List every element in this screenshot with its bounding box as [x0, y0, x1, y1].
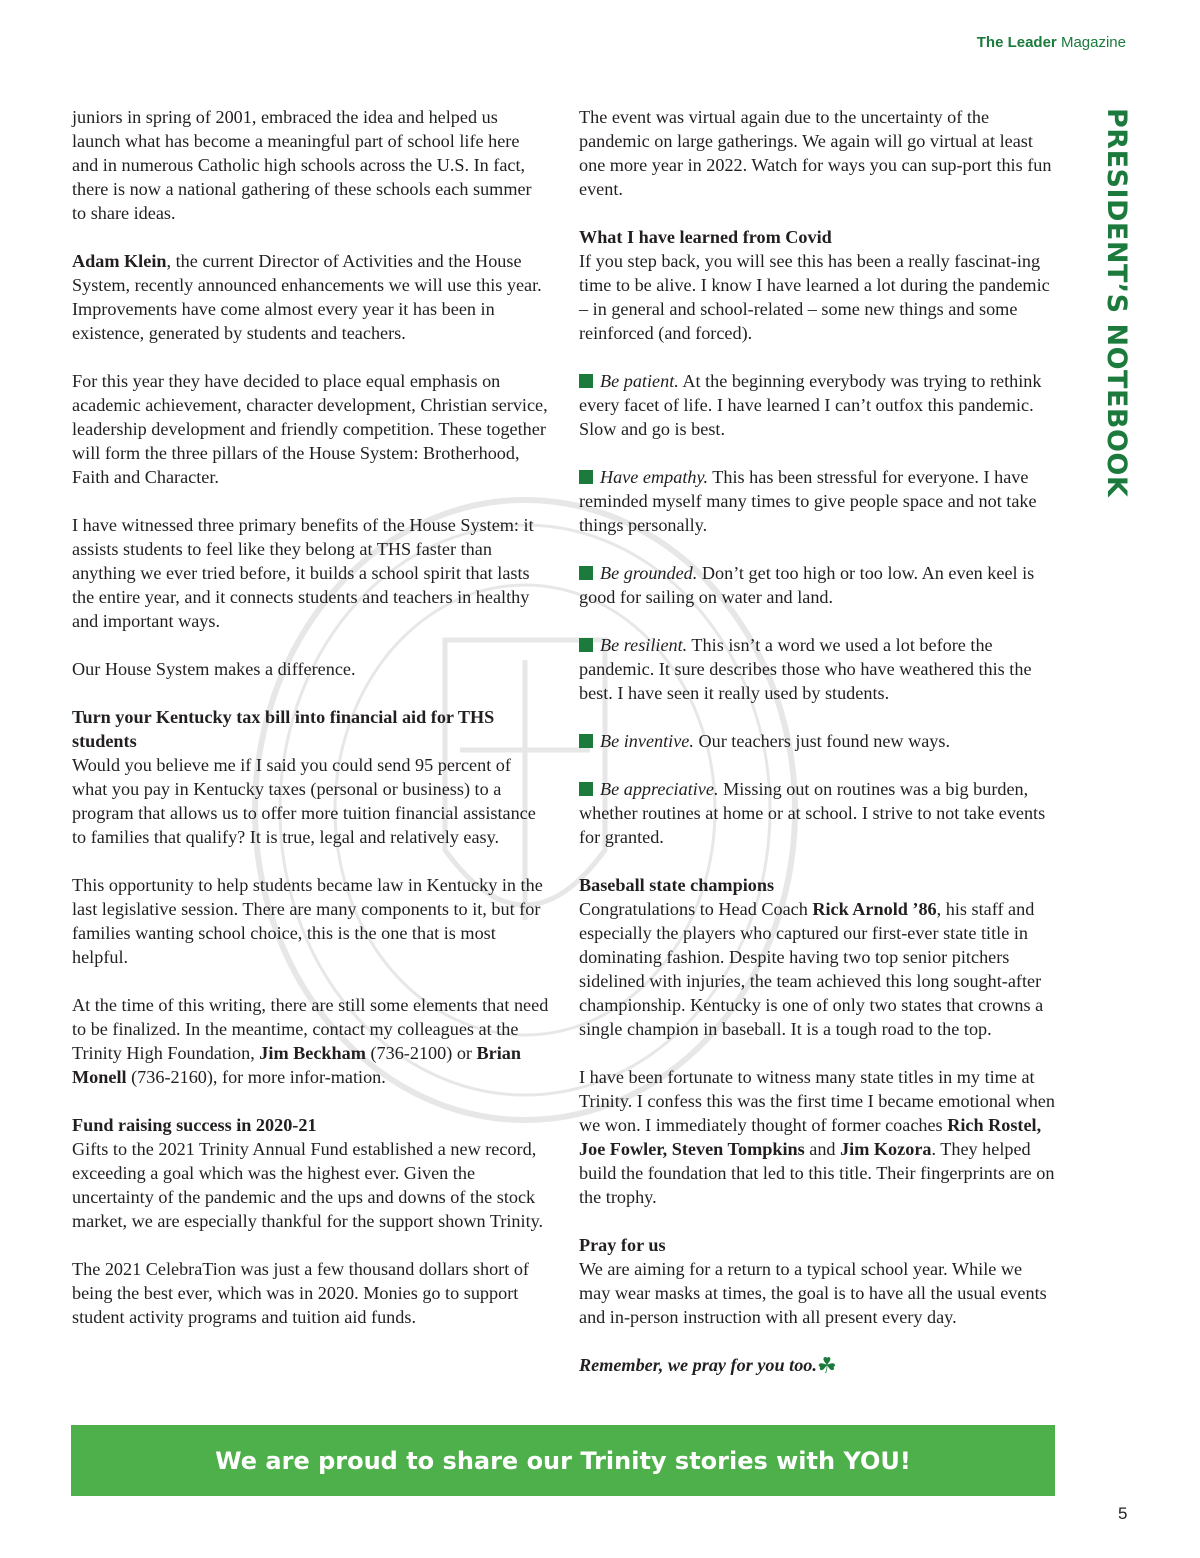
closing-line [579, 1353, 1057, 1378]
paragraph: I have witnessed three primary benefits of the House System: it assists students to feel like they belong at THS faster than anything we ever tried before, it builds a school spirit that lasts the entire year, and it connects students and teachers in healthy and important ways. [72, 515, 534, 631]
paragraph-text: (736-2100) or [365, 1043, 477, 1063]
person-name: Rich Rostel, Joe Fowler, Steven Tompkins [579, 1115, 1042, 1159]
section-title-vertical: PRESIDENT’S NOTEBOOK [1101, 108, 1132, 498]
square-bullet-icon [579, 782, 593, 796]
magazine-header [977, 34, 1126, 51]
bullet-item [579, 633, 1057, 705]
paragraph-text: At the time of this writing, there are still some elements that need to be finalized. In the meantime, contact my colleagues at the Trinity High Foundation, [72, 995, 549, 1063]
bullet-item [579, 561, 1057, 609]
closing-text: Remember, we pray for you too. [579, 1355, 817, 1375]
square-bullet-icon [579, 734, 593, 748]
bullet-term: Be grounded. [600, 563, 698, 583]
paragraph-text: , the current Director of Activities and the House System, recently announced enhancements we will use this year. Improvements have come almost every year it has been in existence, generated by students and teachers. [72, 251, 542, 343]
section-heading: What I have learned from Covid [579, 227, 832, 247]
bullet-item [579, 465, 1057, 537]
paragraph: Would you believe me if I said you could send 95 percent of what you pay in Kentucky taxes (personal or business) to a program that allows us to offer more tuition financial assistance to families that qualify? It is true, legal and relatively easy. [72, 755, 536, 847]
paragraph: If you step back, you will see this has been a really fascinat-ing time to be alive. I know I have learned a lot during the pandemic – in general and school-related – some new things and some reinforced (and forced). [579, 251, 1050, 343]
paragraph [72, 993, 550, 1089]
paragraph: This opportunity to help students became law in Kentucky in the last legislative session. There are many components to it, but for families wanting school choice, this is the one that is most helpful. [72, 875, 543, 967]
header-magazine: Magazine [1060, 34, 1126, 51]
header-brand: The Leader [976, 34, 1057, 51]
bullet-text: This has been stressful for everyone. I have reminded myself many times to give people space and not take things personally. [579, 467, 1037, 535]
bullet-term: Be inventive. [600, 731, 694, 751]
paragraph [579, 1065, 1057, 1209]
stories-banner: We are proud to share our Trinity stories with YOU! [71, 1425, 1055, 1496]
square-bullet-icon [579, 638, 593, 652]
bullet-term: Be patient. [600, 371, 679, 391]
paragraph-text: and [804, 1139, 841, 1159]
bullet-text: Missing out on routines was a big burden, whether routines at home or at school. I strive to not take events for granted. [579, 779, 1046, 847]
paragraph-text: . They helped build the foundation that led to this title. Their fingerprints are on the trophy. [579, 1139, 1055, 1207]
paragraph [72, 249, 550, 345]
square-bullet-icon [579, 566, 593, 580]
person-name: Jim Beckham [259, 1043, 366, 1063]
paragraph: For this year they have decided to place equal emphasis on academic achievement, character development, Christian service, leadership development and friendly competition. These together will form the three pillars of the House System: Brotherhood, Faith and Character. [72, 371, 548, 487]
bullet-text: At the beginning everybody was trying to rethink every facet of life. I have learned I can’t outfox this pandemic. Slow and go is best. [579, 371, 1042, 439]
paragraph-text: (736-2160), for more infor-mation. [126, 1067, 386, 1087]
bullet-term: Have empathy. [600, 467, 709, 487]
person-name: Jim Kozora [840, 1139, 932, 1159]
square-bullet-icon [579, 470, 593, 484]
person-name: Adam Klein [72, 251, 167, 271]
person-name: Rick Arnold ’86 [812, 899, 937, 919]
section-heading: Pray for us [579, 1235, 666, 1255]
person-name: Brian Monell [72, 1043, 521, 1087]
paragraph: We are aiming for a return to a typical school year. While we may wear masks at times, the goal is to have all the usual events and in-person instruction with all present every day. [579, 1259, 1047, 1327]
paragraph-text: , his staff and especially the players who captured our first-ever state title in dominating fashion. Despite having two top senior pitchers sidelined with injuries, the team achieved this long sought-after championship. Kentucky is one of only two states that crowns a single champion in baseball. It is a tough road to the top. [579, 899, 1044, 1039]
bullet-text: Don’t get too high or too low. An even keel is good for sailing on water and land. [579, 563, 1035, 607]
paragraph [579, 897, 1057, 1041]
bullet-term: Be appreciative. [600, 779, 719, 799]
right-column [579, 105, 1057, 1378]
paragraph-text: I have been fortunate to witness many state titles in my time at Trinity. I confess this was the first time I became emotional when we won. I immediately thought of former coaches [579, 1067, 1055, 1135]
bullet-item [579, 369, 1057, 441]
section-heading: Fund raising success in 2020-21 [72, 1115, 317, 1135]
left-column [72, 105, 550, 1329]
paragraph: juniors in spring of 2001, embraced the idea and helped us launch what has become a meaningful part of school life here and in numerous Catholic high schools across the U.S. In fact, there is now a national gathering of these schools each summer to share ideas. [72, 107, 532, 223]
paragraph: The 2021 CelebraTion was just a few thousand dollars short of being the best ever, which was in 2020. Monies go to support student activity programs and tuition aid funds. [72, 1259, 529, 1327]
bullet-text: This isn’t a word we used a lot before the pandemic. It sure describes those who have weathered this the best. I have seen it really used by students. [579, 635, 1032, 703]
paragraph: The event was virtual again due to the uncertainty of the pandemic on large gatherings. We again will go virtual at least one more year in 2022. Watch for ways you can sup-port this fun event. [579, 107, 1052, 199]
bullet-text: Our teachers just found new ways. [693, 731, 950, 751]
page-number: 5 [1118, 1504, 1128, 1523]
shamrock-icon: ☘ [816, 1353, 837, 1378]
bullet-item [579, 729, 1057, 753]
paragraph: Gifts to the 2021 Trinity Annual Fund established a new record, exceeding a goal which was the highest ever. Given the uncertainty of the pandemic and the ups and downs of the stock market, we are especially thankful for the support shown Trinity. [72, 1139, 544, 1231]
square-bullet-icon [579, 374, 593, 388]
section-heading: Baseball state champions [579, 875, 775, 895]
bullet-term: Be resilient. [600, 635, 688, 655]
bullet-item [579, 777, 1057, 849]
paragraph: Our House System makes a difference. [72, 659, 356, 679]
paragraph-text: Congratulations to Head Coach [579, 899, 813, 919]
section-heading: Turn your Kentucky tax bill into financial aid for THS students [72, 707, 495, 751]
